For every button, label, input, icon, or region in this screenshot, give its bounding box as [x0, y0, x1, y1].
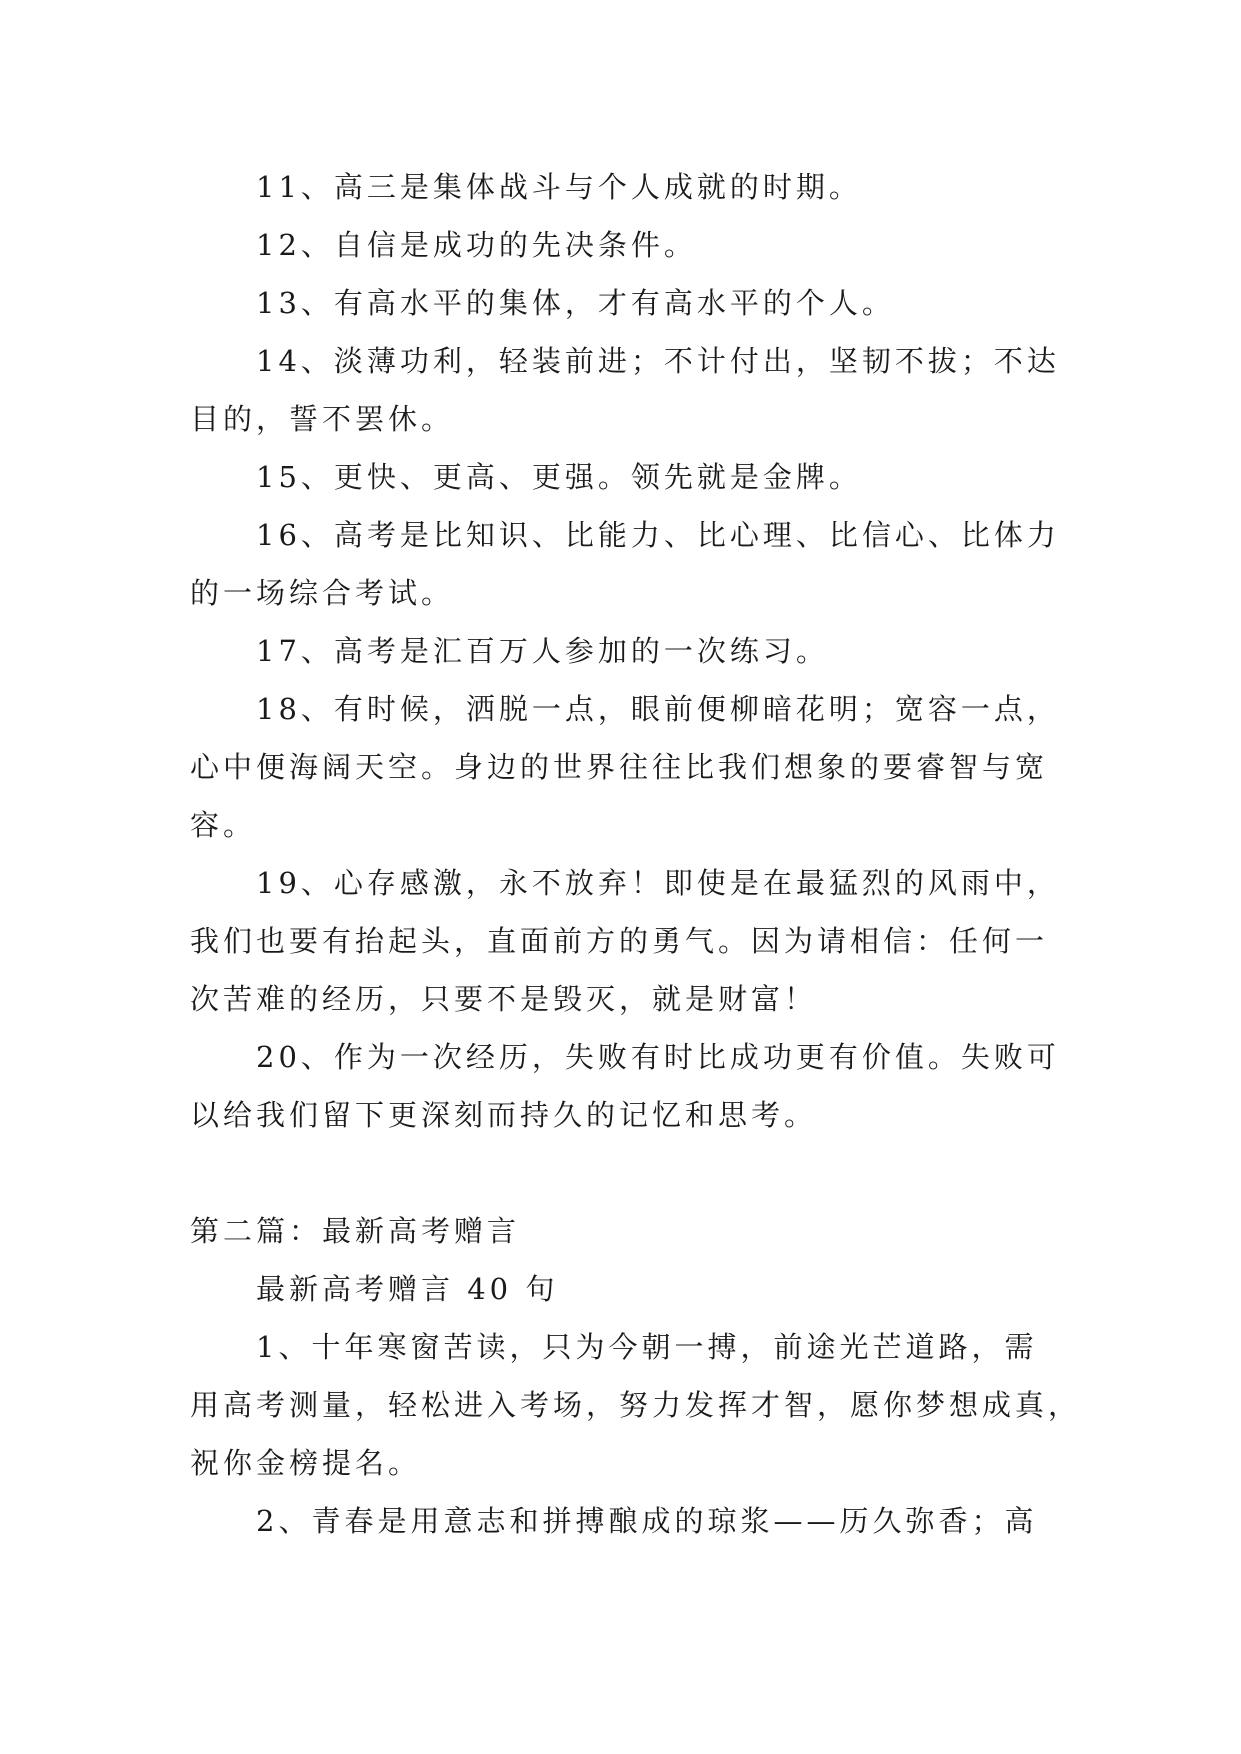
quote-item-17: 17、高考是汇百万人参加的一次练习。 [256, 634, 829, 668]
quote-item-13: 13、有高水平的集体，才有高水平的个人。 [256, 286, 895, 320]
quote-item-19-line-2: 我们也要有抬起头，直面前方的勇气。因为请相信：任何一 [190, 924, 1049, 958]
quote-item-14-line-1: 14、淡薄功利，轻装前进；不计付出，坚韧不拔；不达 [256, 344, 1060, 378]
quote-2-item-1-line-1: 1、十年寒窗苦读，只为今朝一搏，前途光芒道路，需 [256, 1330, 1038, 1364]
section-subtitle: 最新高考赠言 40 句 [256, 1272, 559, 1306]
quote-item-19-line-3: 次苦难的经历，只要不是毁灭，就是财富！ [190, 982, 818, 1016]
quote-item-18-line-3: 容。 [190, 808, 257, 842]
quote-item-16-line-1: 16、高考是比知识、比能力、比心理、比信心、比体力 [256, 518, 1060, 552]
quote-item-20-line-1: 20、作为一次经历，失败有时比成功更有价值。失败可 [256, 1040, 1060, 1074]
quote-item-12: 12、自信是成功的先决条件。 [256, 228, 697, 262]
quote-item-11: 11、高三是集体战斗与个人成就的时期。 [256, 170, 862, 204]
quote-item-19-line-1: 19、心存感激，永不放弃！即使是在最猛烈的风雨中， [256, 866, 1060, 900]
quote-item-14-line-2: 目的，誓不罢休。 [190, 402, 455, 436]
quote-2-item-1-line-2: 用高考测量，轻松进入考场，努力发挥才智，愿你梦想成真， [190, 1388, 1082, 1422]
quote-item-15: 15、更快、更高、更强。领先就是金牌。 [256, 460, 862, 494]
quote-2-item-1-line-3: 祝你金榜提名。 [190, 1446, 422, 1480]
quote-item-16-line-2: 的一场综合考试。 [190, 576, 455, 610]
quote-item-20-line-2: 以给我们留下更深刻而持久的记忆和思考。 [190, 1098, 818, 1132]
section-heading: 第二篇：最新高考赠言 [190, 1214, 521, 1248]
quote-2-item-2-line-1: 2、青春是用意志和拼搏酿成的琼浆——历久弥香；高 [256, 1504, 1038, 1538]
quote-item-18-line-2: 心中便海阔天空。身边的世界往往比我们想象的要睿智与宽 [190, 750, 1049, 784]
quote-item-18-line-1: 18、有时候，洒脱一点，眼前便柳暗花明；宽容一点， [256, 692, 1060, 726]
